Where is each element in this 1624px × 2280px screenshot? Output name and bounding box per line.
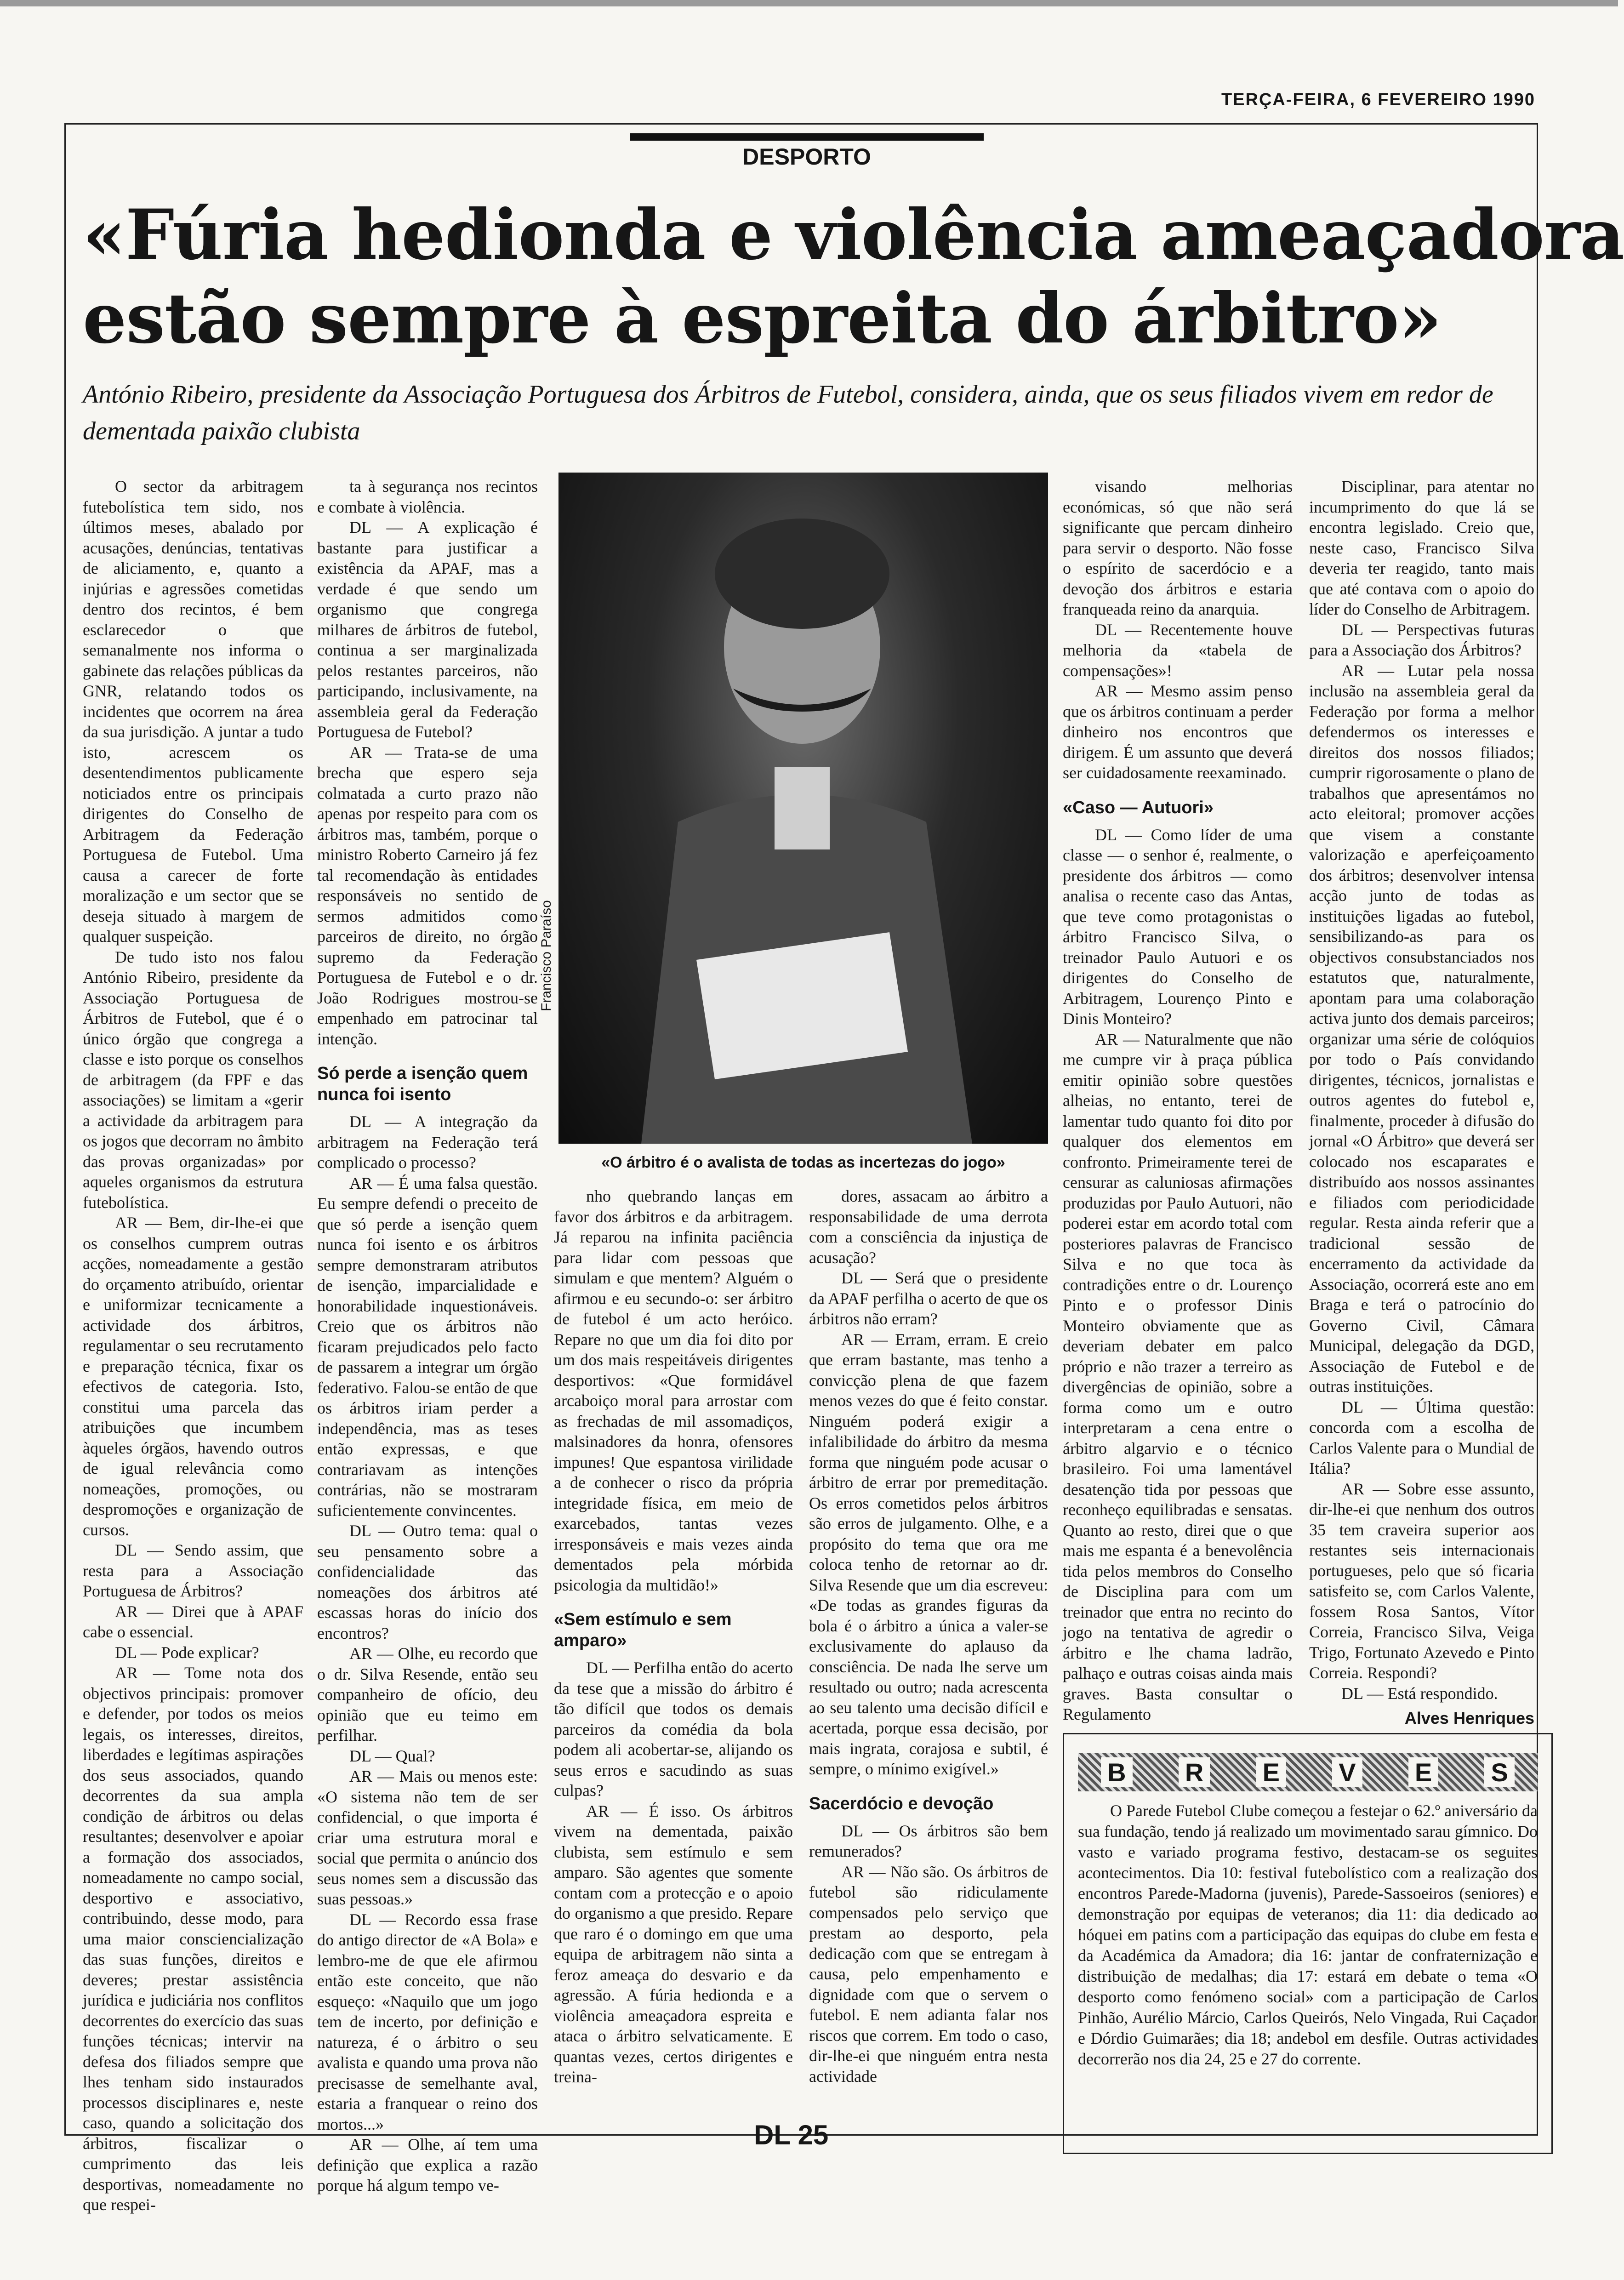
banner-letter: S (1484, 1757, 1514, 1787)
headline-line-1: «Fúria hedionda e violência ameaçadora (83, 194, 1624, 275)
banner-letter: E (1256, 1757, 1286, 1787)
banner-letter: B (1101, 1757, 1132, 1787)
paragraph: Disciplinar, para atentar no incumprimento do que lá se encontra legislado. Creio que, neste caso, Francisco Silva deveria ter reagido, tanto mais que até contava com o apoio do líder do Conselho de Arbitragem. (1309, 477, 1534, 618)
paragraph: AR — Erram, erram. E creio que erram bastante, mas tenho a convicção plena de que fazem menos vezes do que é feito constar. Ninguém poderá exigir a infalibilidade do árbitro da mesma forma que ninguém pode acusar o árbitro de errar por premeditação. Os erros cometidos pelos árbitros são erros de julgamento. Olhe, e a propósito do tema que ora me coloca tenho de retornar ao dr. Silva Resende que um dia escreveu: «De todas as grandes figuras da bola é o árbitro a única a valer-se exclusivamente do aplauso da consciência. De nada lhe serve um resultado ou outro; nada acrescenta ao seu talento uma decisão difícil e acertada, porque essa decisão, por mais ingrata, corajosa e subtil, é sempre, o mínimo exigível.» (809, 1330, 1048, 1778)
breves-banner (1078, 1753, 1538, 1791)
photo-caption: «O árbitro é o avalista de todas as incertezas do jogo» (601, 1154, 1005, 1171)
paragraph: DL — Como líder de uma classe — o senhor é, realmente, o presidente dos árbitros — como analisa o recente caso das Antas, que teve como protagonistas o árbitro Francisco Silva, o treinador Paulo Autuori e os dirigentes do Conselho de Arbitragem, Lourenço Pinto e Dinis Monteiro? (1063, 825, 1293, 1028)
paragraph: AR — Trata-se de uma brecha que espero seja colmatada a curto prazo não apenas por respeito para com os árbitros mas, também, porque o ministro Roberto Carneiro já fez tal recomendação às entidades responsáveis no sentido de sermos admitidos como parceiros de direito, no órgão supremo da Federação Portuguesa de Futebol e o dr. João Rodrigues mostrou-se empenhado em patrocinar tal intenção. (317, 743, 538, 1048)
portrait-illustration (558, 473, 1048, 1144)
paragraph: visando melhorias económicas, só que não será significante que percam dinheiro para servir o desporto. Não fosse o espírito de sacerdócio e a devoção dos árbitros e estaria franqueada reino da anarquia. (1063, 477, 1293, 618)
paragraph: O sector da arbitragem futebolística tem sido, nos últimos meses, abalado por acusações, denúncias, tentativas de aliciamento, e, quanto a injúrias e agressões cometidas dentro dos recintos, é bem esclarecedor o que semanalmente nos informa o gabinete das relações públicas da GNR, relatando todos os incidentes que ocorrem na área da sua jurisdição. A juntar a tudo isto, acrescem os desentendimentos publicamente noticiados entre os principais dirigentes do Conselho de Arbitragem da Federação Portuguesa de Futebol. Uma causa a carecer de forte moralização e um sector que se deseja situado à margem de qualquer suspeição. (83, 477, 303, 946)
paragraph: DL — Recordo essa frase do antigo director de «A Bola» e lembro-me de que ele afirmou então este conceito, que não esqueço: «Naquilo que um jogo tem de incerto, por definição e natureza, é o árbitro o seu avalista e quando uma prova não precisasse de semelhante aval, estaria a franquear o reino dos mortos...» (317, 1910, 538, 2133)
paragraph: ta à segurança nos recintos e combate à violência. (317, 477, 538, 516)
paragraph: DL — Última questão: concorda com a escolha de Carlos Valente para o Mundial de Itália? (1309, 1397, 1534, 1477)
subheading: Só perde a isenção quem nunca foi isento (317, 1064, 528, 1104)
paragraph: dores, assacam ao árbitro a responsabilidade de uma derrota com a consciência da injustiça de acusação? (809, 1187, 1048, 1267)
paragraph: AR — Mesmo assim penso que os árbitros continuam a perder dinheiro nos encontros que dirigem. É um assunto que deverá ser cuidadosamente reexaminado. (1063, 682, 1293, 782)
section-label: DESPORTO (630, 133, 984, 178)
paragraph: DL — Será que o presidente da APAF perfilha o acerto de que os árbitros não erram? (809, 1269, 1048, 1328)
paragraph: DL — Recentemente houve melhoria da «tabela de compensações»! (1063, 620, 1293, 680)
banner-letter: R (1179, 1757, 1210, 1787)
paragraph: DL — Perfilha então do acerto da tese que a missão do árbitro é tão difícil que todos os demais parceiros da comédia da bola podem ali acobertar-se, alijando os seus erros e sacudindo as suas culpas? (554, 1659, 793, 1800)
paragraph: De tudo isto nos falou António Ribeiro, presidente da Associação Portuguesa de Árbitros de Futebol, que é o único órgão que congrega a classe e isto porque os conselhos de arbitragem (da FPF e das associações) se limitam a «gerir a actividade da arbitragem para os jogos que decorram no âmbito das provas organizadas» por aqueles organismos da estrutura futebolística. (83, 947, 303, 1212)
paragraph: AR — Sobre esse assunto, dir-lhe-ei que nenhum dos outros 35 tem craveira superior aos restantes seis internacionais portugueses, pelo que só ficaria satisfeito se, com Carlos Valente, fossem Rosa Santos, Vítor Correia, Francisco Silva, Veiga Trigo, Fortunato Azevedo e Pinto Correia. Respondi? (1309, 1479, 1534, 1682)
headline (83, 193, 1624, 360)
page-top-rule (0, 0, 1618, 6)
paragraph: AR — Naturalmente que não me cumpre vir à praça pública emitir opinião sobre questões alheias, no entanto, terei de lamentar tudo quanto foi dito por qualquer dos elementos em confronto. Primeiramente terei de censurar as caluniosas afirmações produzidas por Paulo Autuori, não poderei estar em acordo total com posteriores palavras de Francisco Silva e no que toca às contradições entre o dr. Lourenço Pinto e o professor Dinis Monteiro obviamente que as deveriam debater em palco próprio e não trazer a terreiro as divergências de opinião, sobre a forma como um e outro interpretaram a cena entre o árbitro algarvio e o técnico brasileiro. Foi uma lamentável desatenção tida por pessoas que reconheço equilibradas e sensatas. Quanto ao resto, direi que o que mais me espanta é a benevolência tida pelos membros do Conselho de Disciplina para com um treinador que entra no recinto do jogo na tentativa de agredir o árbitro e lhe chama ladrão, palhaço e outras coisas ainda mais graves. Basta consultar o Regulamento (1063, 1030, 1293, 1723)
paragraph: AR — Direi que à APAF cabe o essencial. (83, 1602, 303, 1641)
paragraph: AR — Olhe, eu recordo que o dr. Silva Resende, então seu companheiro de ofício, deu opinião que eu teimo em perfilhar. (317, 1644, 538, 1744)
paragraph: AR — Tome nota dos objectivos principais: promover e defender, por todos os meios legais, os interesses, direitos, liberdades e legítimas aspirações dos seus associados, quando decorrentes da sua ampla condição de árbitros ou delas resultantes; desenvolver e apoiar a formação dos associados, nomeadamente no campo social, desportivo e associativo, contribuindo, desse modo, para uma maior consciencialização das suas funções, direitos e deveres; prestar assistência jurídica e judiciária nos conflitos decorrentes do exercício das suas funções técnicas; intervir na defesa dos filiados sempre que lhes tenham sido instaurados processos disciplinares e, neste caso, quando a solicitação dos árbitros, fiscalizar o cumprimento das leis desportivas, nomeadamente no que respei- (83, 1664, 303, 2214)
article-column-5 (1063, 476, 1293, 1727)
breves-text: O Parede Futebol Clube começou a festejar o 62.º aniversário da sua fundação, tendo já realizado um movimentado sarau gímnico. Do vasto e variado programa festivo, destacam-se os seguites acontecimentos. Dia 10: festival futebolístico com a realização dos encontros Parede-Madorna (juvenis), Parede-Sassoeiros (seniores) e demonstração por equipas de veteranos; dia 11: dia dedicado ao hóquei em patins com a participação das equipas do clube em festa e da Académica da Amadora; dia 16: jantar de confraternização e distribuição de medalhas; dia 17: estará em debate o tema «O desporto como fenómeno social» com a participação de Carlos Pinhão, Aurélio Márcio, Carlos Queirós, Nelo Vingada, Rui Caçador e Dórdio Guimarães; dia 18; andebol em desfile. Outras actividades decorrerão nos dia 24, 25 e 27 do corrente. (1078, 1801, 1538, 2068)
paragraph: DL — Qual? (349, 1746, 435, 1765)
paragraph: AR — Não são. Os árbitros de futebol são ridiculamente compensados pelo serviço que prestam ao desporto, pela dedicação com que se entregam à causa, pelo empenhamento e dignidade com que o servem o futebol. E nem adianta falar nos riscos que correm. Em todo o caso, dir-lhe-ei que ninguém entra nesta actividade (809, 1862, 1048, 2086)
photo-credit: Francisco Paraíso (539, 900, 554, 1011)
author-signature: Alves Henriques (1404, 1709, 1534, 1727)
paragraph: DL — Pode explicar? (115, 1643, 259, 1662)
subheading: «Caso — Autuori» (1063, 798, 1214, 817)
lead-paragraph: António Ribeiro, presidente da Associação Portuguesa dos Árbitros de Futebol, considera, ainda, que os seus filiados vivem em redor de dementada paixão clubista (83, 380, 1493, 445)
paragraph: AR — É uma falsa questão. Eu sempre defendi o preceito de que só perde a isenção quem nunca foi isento e os árbitros sempre demonstraram atributos de isenção, imparcialidade e honorabilidade inquestionáveis. Creio que os árbitros não ficaram prejudicados pelo facto de passarem a integrar um órgão federativo. Falou-se então de que os árbitros iriam perder a independência, mas as teses então expressas, e que contrariavam as intenções contrárias, não se mostraram suficientemente convincentes. (317, 1174, 538, 1520)
subheading: Sacerdócio e devoção (809, 1794, 994, 1813)
paragraph: AR — Bem, dir-lhe-ei que os conselhos cumprem outras acções, nomeadamente a gestão do orçamento atribuído, orientar e uniformizar tecnicamente a actividade dos árbitros, regulamentar o seu recrutamento e preparação técnica, fixar os efectivos de categoria. Isto, constitui uma parcela das atribuições que incumbem àqueles órgãos, havendo outros de igual relevância como nomeações, promoções, ou despromoções e organização de cursos. (83, 1214, 303, 1539)
subheading: «Sem estímulo e sem amparo» (554, 1610, 732, 1650)
article-column-6 (1309, 476, 1534, 1727)
paragraph: AR — Lutar pela nossa inclusão na assembleia geral da Federação por forma a melhor defendermos os interesses e direitos dos nossos filiados; cumprir rigorosamente o plano de trabalhos que apresentámos no acto eleitoral; promover acções que visem a constante valorização e aperfeiçoamento dos árbitros; desenvolver intensa acção junto de todas as instituições ligadas ao futebol, sensibilizando-as para os objectivos consubstanciados nos estatutos que, naturalmente, apontam para uma colaboração activa junto dos demais parceiros; organizar uma série de colóquios por todo o País convidando dirigentes, técnicos, jornalistas e outros agentes do futebol e, finalmente, proceder à difusão do jornal «O Árbitro» que deverá ser colocado nos escaparates e distribuído aos nossos assinantes e filiados com periodicidade regular. Resta ainda referir que a tradicional sessão de encerramento da actividade da Associação, ocorrerá este ano em Braga e terá o patrocínio do Governo Civil, Câmara Municipal, delegação da DGD, Associação de Futebol e de outras instituições. (1309, 661, 1534, 1396)
banner-letter: E (1408, 1757, 1438, 1787)
paragraph: DL — Outro tema: qual o seu pensamento sobre a confidencialidade das nomeações dos árbitros até escassas horas do início dos encontros? (317, 1522, 538, 1642)
paragraph: DL — Sendo assim, que resta para a Associação Portuguesa de Árbitros? (83, 1541, 303, 1600)
headline-line-2: estão sempre à espreita do árbitro» (83, 278, 1442, 359)
page-number: DL 25 (754, 2120, 829, 2150)
banner-letter: V (1332, 1757, 1362, 1787)
article-column-1 (83, 476, 303, 2214)
paragraph: AR — Olhe, aí tem uma definição que explica a razão porque há algum tempo ve- (317, 2135, 538, 2194)
paragraph: DL — Os árbitros são bem remunerados? (809, 1821, 1048, 1860)
paragraph: DL — A integração da arbitragem na Federação terá complicado o processo? (317, 1112, 538, 1172)
paragraph: DL — Está respondido. (1341, 1684, 1498, 1703)
dateline: TERÇA-FEIRA, 6 FEVEREIRO 1990 (1221, 90, 1535, 109)
paragraph: AR — Mais ou menos este: «O sistema não tem de ser confidencial, o que importa é criar uma estrutura moral e social que permita o anúncio dos seus nomes sem a discussão das suas pessoas.» (317, 1767, 538, 1908)
article-column-2 (317, 476, 538, 2194)
article-column-3 (554, 1186, 793, 2115)
paragraph: nho quebrando lanças em favor dos árbitros e da arbitragem. Já reparou na infinita paciência para lidar com pessoas que simulam e que mentem? Alguém o afirmou e eu secundo-o: ser árbitro de futebol é um acto heróico. Repare no que um dia foi dito por um dos mais respeitáveis dirigentes desportivos: «Que formidável arcaboiço moral para arrostar com as frechadas de mil assomadiços, malsinadores da honra, ofensores impunes! Que espantosa virilidade a de conhecer o risco da própria integridade física, em meio de exarcebados, tantas vezes irresponsáveis e mais vezes ainda dementados pela mórbida psicologia da multidão!» (554, 1187, 793, 1594)
portrait-photo (558, 473, 1048, 1144)
paragraph: DL — Perspectivas futuras para a Associação dos Árbitros? (1309, 620, 1534, 659)
paragraph: AR — É isso. Os árbitros vivem na dementada, paixão clubista, sem estímulo e sem amparo. São agentes que somente contam com a protecção e o apoio do organismo a que presido. Repare que raro é o domingo em que uma equipa de arbitragem não sinta a feroz ameaça do desvario e da agressão. A fúria hedionda e a violência ameaçadora espreita e ataca o árbitro selvaticamente. E quantas vezes, certos dirigentes e treina- (554, 1801, 793, 2086)
breves-box (1063, 1733, 1553, 2154)
article-column-4 (809, 1186, 1048, 2115)
paragraph: DL — A explicação é bastante para justificar a existência da APAF, mas a verdade é que sendo um organismo que congrega milhares de árbitros de futebol, continua a ser marginalizada pelos restantes parceiros, não participando, inclusivamente, na assembleia geral da Federação Portuguesa de Futebol? (317, 518, 538, 741)
